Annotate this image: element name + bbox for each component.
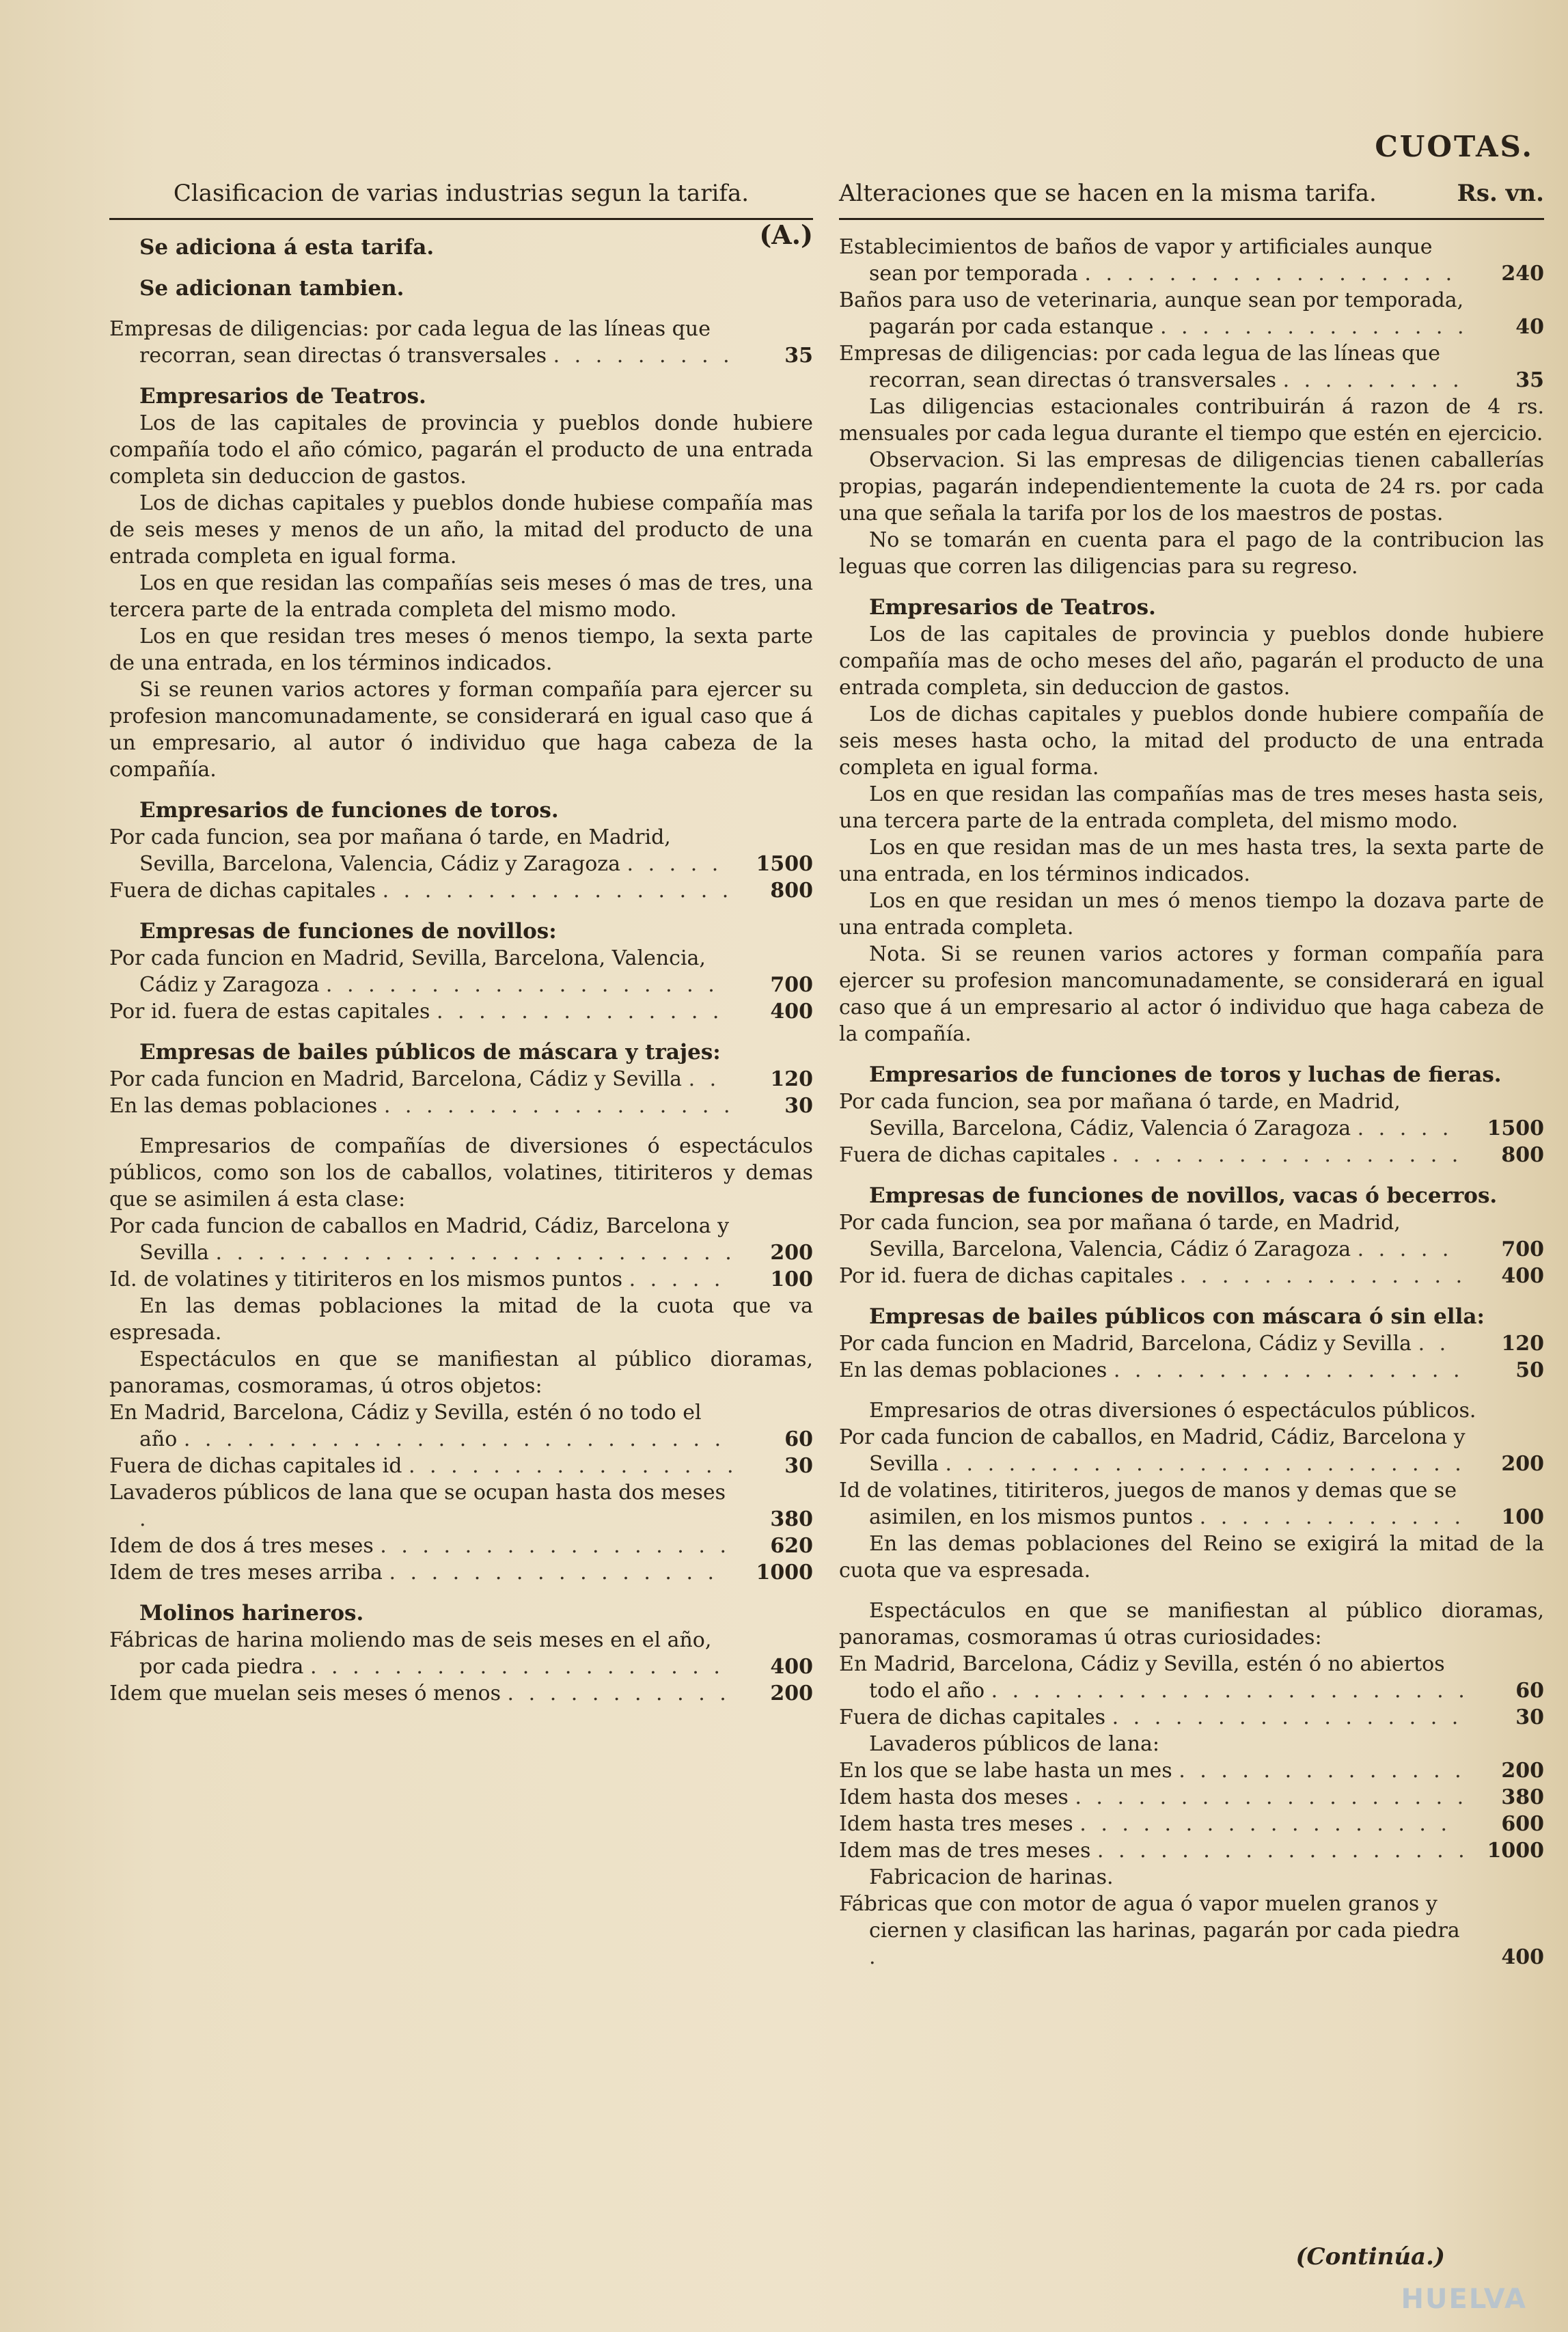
section-heading: Empresarios de funciones de toros. (139, 798, 559, 823)
tariff-item-value: 700 (770, 973, 813, 997)
tariff-item (109, 1627, 813, 1680)
tariff-item (109, 1266, 813, 1293)
tariff-item (839, 1209, 1544, 1263)
tariff-section (109, 797, 813, 904)
tariff-item (109, 1453, 813, 1479)
tariff-item-text: En Madrid, Barcelona, Cádiz y Sevilla, estén ó no abiertos todo el año . . . . . . . . . . . . . . . . . . . . . . . (839, 1652, 1469, 1703)
leader-dots: . . (1418, 1332, 1450, 1356)
paragraph: Las diligencias estacionales contribuirán á razon de 4 rs. mensuales por cada legua durante el tiempo que estén en ejercicio. (839, 395, 1544, 445)
leader-dots: . . . . . . . . . . . . . . . . . (1112, 1705, 1463, 1729)
tariff-section (109, 918, 813, 1025)
tariff-item-text: Por cada funcion, sea por mañana ó tarde, en Madrid, Sevilla, Barcelona, Valencia, Cádiz ó Zaragoza . . . . . (839, 1211, 1453, 1261)
tariff-item-text: Idem hasta tres meses . . . . . . . . . . . . . . . . . . (839, 1812, 1452, 1836)
tariff-item-value: 800 (770, 879, 813, 903)
tariff-item-value: 1000 (756, 1561, 813, 1585)
leader-dots: . . . . . . . . . (1282, 368, 1463, 392)
leader-dots: . . . . . . . . . . . . . . . . (389, 1561, 719, 1585)
section-heading: Empresas de bailes públicos de máscara y trajes: (139, 1040, 721, 1065)
tariff-item-value: 200 (770, 1682, 813, 1705)
paragraph: Los de las capitales de provincia y pueblos donde hubiere compañía mas de ocho meses del año, pagarán el producto de una entrada completa, sin deduccion de gastos. (839, 622, 1544, 700)
tariff-item-value: 60 (784, 1427, 813, 1451)
tariff-item-value: 35 (1515, 368, 1544, 392)
leader-dots: . . . . . . . . . . . . . . . . . (380, 1534, 730, 1558)
tariff-item (839, 340, 1544, 394)
tariff-item-value: 600 (1501, 1812, 1544, 1836)
tariff-item (839, 1784, 1544, 1811)
section-heading: Empresas de bailes públicos con máscara ó sin ella: (869, 1304, 1485, 1329)
tariff-item (109, 945, 813, 998)
tariff-item (839, 1757, 1544, 1784)
tariff-item-text: Por cada funcion de caballos en Madrid, Cádiz, Barcelona y Sevilla . . . . . . . . . . . . . . . . . . . . . . . . . (109, 1214, 736, 1265)
tariff-item-value: 800 (1501, 1143, 1544, 1167)
paragraph: Los en que residan las compañías mas de tres meses hasta seis, una tercera parte de la entrada completa, del mismo modo. (839, 782, 1544, 833)
tariff-section (109, 234, 813, 261)
leader-dots: . . . . . . . . . . . . . . . . . . . (1075, 1785, 1468, 1809)
tariff-item-text: Establecimientos de baños de vapor y artificiales aunque sean por temporada . . . . . . . . . . . . . . . . . . (839, 235, 1457, 286)
tariff-item (109, 1213, 813, 1266)
tariff-item-text: Fábricas que con motor de agua ó vapor muelen granos y ciernen y clasifican las harinas, pagarán por cada piedra . (839, 1892, 1460, 1969)
tariff-item (839, 1263, 1544, 1289)
tariff-item (839, 234, 1544, 287)
tariff-item-value: 400 (770, 1000, 813, 1024)
tariff-item-value: 100 (770, 1267, 813, 1291)
tariff-item-value: 35 (784, 344, 813, 368)
tariff-item-text: Fábricas de harina moliendo mas de seis meses en el año, por cada piedra . . . . . . . . . . . . . . . . . . . . (109, 1628, 724, 1679)
paragraph: Nota. Si se reunen varios actores y forman compañía para ejercer su profesion mancomunadamente, se considerará en igual caso que á un empresario al actor ó individuo que haga cabeza de la compañía. (839, 942, 1544, 1046)
section-heading: Empresas de funciones de novillos, vacas ó becerros. (869, 1183, 1498, 1208)
paragraph: Espectáculos en que se manifiestan al público dioramas, panoramas, cosmoramas, ú otros objetos: (109, 1347, 813, 1398)
tariff-item-value: 60 (1515, 1679, 1544, 1703)
paragraph: Los en que residan tres meses ó menos tiempo, la sexta parte de una entrada, en los términos indicados. (109, 625, 813, 675)
tariff-item (109, 316, 813, 369)
tariff-item (839, 1891, 1544, 1971)
tariff-item (839, 1704, 1544, 1731)
tariff-item-value: 1000 (1487, 1839, 1544, 1863)
paragraph: Espectáculos en que se manifiestan al público dioramas, panoramas, cosmoramas ú otras curiosidades: (839, 1599, 1544, 1649)
paragraph: En las demas poblaciones del Reino se exigirá la mitad de la cuota que va espresada. (839, 1532, 1544, 1582)
tariff-item-value: 30 (1515, 1705, 1544, 1729)
left-column-header (109, 174, 813, 220)
tariff-section (109, 383, 813, 783)
leader-dots: . (869, 1945, 880, 1969)
tariff-item-text: Idem de dos á tres meses . . . . . . . . . . . . . . . . . (109, 1534, 730, 1558)
leader-dots: . . . . . . . . . . . (507, 1682, 730, 1705)
section-heading: Empresarios de funciones de toros y luchas de fieras. (869, 1062, 1502, 1087)
tariff-item-value: 400 (1501, 1945, 1544, 1969)
paragraph: Empresarios de otras diversiones ó espectáculos públicos. (869, 1399, 1476, 1423)
paragraph: Los en que residan las compañías seis meses ó mas de tres, una tercera parte de la entrada completa del mismo modo. (109, 571, 813, 622)
leader-dots: . . . . . . . . . . . . . . . . . . (1079, 1812, 1452, 1836)
tariff-item-text: En Madrid, Barcelona, Cádiz y Sevilla, estén ó no todo el año . . . . . . . . . . . . . . . . . . . . . . . . . . (109, 1401, 726, 1451)
tariff-item-value: 200 (1501, 1759, 1544, 1783)
tariff-item-text: Fuera de dichas capitales . . . . . . . . . . . . . . . . . (839, 1705, 1463, 1729)
tariff-item-text: Idem mas de tres meses . . . . . . . . . . . . . . . . . . (839, 1839, 1469, 1863)
leader-dots: . . . . . . . . . . . . . . . . . . . . (310, 1655, 724, 1679)
archive-stamp: HUELVA (1401, 2283, 1527, 2315)
tariff-item-value: 1500 (1487, 1116, 1544, 1140)
paragraph: Si se reunen varios actores y forman compañía para ejercer su profesion mancomunadamente, se considerará en igual caso que á un empresario, al autor ó individuo que haga cabeza de la compañía. (109, 678, 813, 782)
tariff-section (839, 1303, 1544, 1384)
tariff-item (839, 1142, 1544, 1168)
tariff-item (109, 877, 813, 904)
tariff-section (839, 1061, 1544, 1168)
tariff-item-text: Por cada funcion en Madrid, Sevilla, Barcelona, Valencia, Cádiz y Zaragoza . . . . . . . . . . . . . . . . . . . (109, 946, 719, 997)
tariff-section (839, 594, 1544, 1047)
leader-dots: . . . . . . . . . . . . . . . . . . . . . . . . . (945, 1452, 1466, 1476)
leader-dots: . . . . . . . . . . . . . . . . (408, 1454, 738, 1478)
section-heading: Empresarios de Teatros. (869, 595, 1156, 620)
right-sections (839, 234, 1544, 1971)
tariff-item-value: 240 (1501, 262, 1544, 286)
tariff-item (109, 1533, 813, 1559)
right-column-title: Alteraciones que se hacen en la misma tarifa. (839, 180, 1377, 207)
leader-dots: . . . . . . . . . . . . . . . . . . . . . . . . . (215, 1241, 736, 1265)
tariff-item (839, 1837, 1544, 1864)
section-heading: Se adiciona á esta tarifa. (139, 235, 435, 260)
tariff-item-value: 100 (1501, 1505, 1544, 1529)
leader-dots: . . . . . . . . . . . . . . . . . . . (325, 973, 719, 997)
tariff-section (109, 1039, 813, 1119)
tariff-item-text: Por id. fuera de dichas capitales . . . . . . . . . . . . . . (839, 1264, 1467, 1288)
paragraph: Los de dichas capitales y pueblos donde hubiere compañía de seis meses hasta ocho, la mitad del producto de una entrada completa en igual forma. (839, 702, 1544, 780)
leader-dots: . . . . . . . . . . . . . (1199, 1505, 1466, 1529)
paragraph: Los en que residan un mes ó menos tiempo la dozava parte de una entrada completa. (839, 889, 1544, 939)
tariff-item-text: Por cada funcion en Madrid, Barcelona, Cádiz y Sevilla . . (839, 1332, 1450, 1356)
section-marker: (A.) (759, 219, 813, 250)
tariff-item-text: Lavaderos públicos de lana que se ocupan hasta dos meses . (109, 1481, 726, 1531)
tariff-item (839, 1424, 1544, 1477)
tariff-item (839, 1651, 1544, 1704)
tariff-item (839, 1357, 1544, 1384)
section-heading: Molinos harineros. (139, 1601, 364, 1625)
tariff-item-value: 30 (784, 1454, 813, 1478)
tariff-item-text: Empresas de diligencias: por cada legua de las líneas que recorran, sean directas ó transversales . . . . . . . . . (109, 317, 734, 368)
tariff-item-value: 200 (770, 1241, 813, 1265)
leader-dots: . . . . . . . . . . . . . . (1179, 1264, 1467, 1288)
leader-dots: . . . . . . . . . . . . . . . . . . . . . . . . . . (183, 1427, 726, 1451)
leader-dots: . . . . . . . . . . . . . . (436, 1000, 724, 1024)
quotas-heading: CUOTAS. (1375, 130, 1534, 163)
tariff-section (109, 316, 813, 369)
leader-dots: . . . . . . . . . (553, 344, 734, 368)
tariff-item-text: Por id. fuera de estas capitales . . . . . . . . . . . . . . (109, 1000, 724, 1024)
continued-note: (Continúa.) (1295, 2243, 1445, 2271)
tariff-item-text: Por cada funcion de caballos, en Madrid, Cádiz, Barcelona y Sevilla . . . . . . . . . . . . . . . . . . . . . . . . . (839, 1425, 1466, 1476)
tariff-item-value: 30 (784, 1094, 813, 1118)
tariff-item-text: Id de volatines, titiriteros, juegos de manos y demas que se asimilen, en los mismos puntos . . . . . . . . . . . . . (839, 1479, 1466, 1529)
tariff-item (109, 998, 813, 1025)
paragraph: No se tomarán en cuenta para el pago de la contribucion las leguas que corren las diligencias para su regreso. (839, 528, 1544, 579)
tariff-item-text: Id. de volatines y titiriteros en los mismos puntos . . . . . (109, 1267, 725, 1291)
section-heading: Empresas de funciones de novillos: (139, 919, 557, 944)
tariff-item-value: 40 (1515, 315, 1544, 339)
leader-dots: . . (688, 1067, 721, 1091)
leader-dots: . . . . . . . . . . . . . . . . . . (1084, 262, 1457, 286)
left-column (109, 174, 813, 1720)
tariff-item-text: Fuera de dichas capitales . . . . . . . . . . . . . . . . . (839, 1143, 1463, 1167)
tariff-item (109, 824, 813, 877)
tariff-item-text: En las demas poblaciones . . . . . . . . . . . . . . . . . (109, 1094, 734, 1118)
section-heading: Empresarios de Teatros. (139, 384, 426, 409)
tariff-item (839, 287, 1544, 340)
tariff-item (109, 1559, 813, 1586)
tariff-item (839, 1811, 1544, 1837)
tariff-item-text: Por cada funcion, sea por mañana ó tarde, en Madrid, Sevilla, Barcelona, Cádiz, Valencia ó Zaragoza . . . . . (839, 1090, 1453, 1140)
tariff-section (109, 275, 813, 302)
tariff-item-text: Empresas de diligencias: por cada legua de las líneas que recorran, sean directas ó transversales . . . . . . . . . (839, 342, 1463, 392)
tariff-item-value: 380 (1501, 1785, 1544, 1809)
tariff-item (839, 1477, 1544, 1531)
leader-dots: . (139, 1507, 150, 1531)
tariff-item-text: En los que se labe hasta un mes . . . . . . . . . . . . . . (839, 1759, 1466, 1783)
leader-dots: . . . . . (1357, 1237, 1453, 1261)
leader-dots: . . . . . . . . . . . . . . (1179, 1759, 1466, 1783)
tariff-section (839, 1597, 1544, 1971)
tariff-item-value: 400 (770, 1655, 813, 1679)
tariff-item-text: Fuera de dichas capitales . . . . . . . . . . . . . . . . . (109, 879, 733, 903)
paragraph: Empresarios de compañías de diversiones ó espectáculos públicos, como son los de caballos, volatines, titiriteros y demas que se asimilen á esta clase: (109, 1134, 813, 1211)
leader-dots: . . . . . (627, 852, 723, 876)
tariff-item (109, 1399, 813, 1453)
tariff-item-value: 120 (1501, 1332, 1544, 1356)
tariff-section (109, 1600, 813, 1707)
paragraph: Lavaderos públicos de lana: (869, 1732, 1159, 1756)
tariff-item-text: En las demas poblaciones . . . . . . . . . . . . . . . . . (839, 1358, 1464, 1382)
left-column-title: Clasificacion de varias industrias segun la tarifa. (173, 180, 749, 207)
paragraph: Los en que residan mas de un mes hasta tres, la sexta parte de una entrada, en los términos indicados. (839, 836, 1544, 886)
leader-dots: . . . . . . . . . . . . . . . . . (1113, 1358, 1464, 1382)
tariff-item-value: 200 (1501, 1452, 1544, 1476)
tariff-item (839, 1088, 1544, 1142)
tariff-item-value: 1500 (756, 852, 813, 876)
paragraph: Los de las capitales de provincia y pueblos donde hubiere compañía todo el año cómico, pagarán el producto de una entrada completa sin deduccion de gastos. (109, 411, 813, 489)
right-column (839, 174, 1544, 1984)
leader-dots: . . . . . . . . . . . . . . . . . . . . . . . (991, 1679, 1469, 1703)
paragraph: Observacion. Si las empresas de diligencias tienen caballerías propias, pagarán independientemente la cuota de 24 rs. por cada una que señala la tarifa por los de los maestros de postas. (839, 448, 1544, 525)
tariff-item-value: 50 (1515, 1358, 1544, 1382)
tariff-item-text: Por cada funcion, sea por mañana ó tarde, en Madrid, Sevilla, Barcelona, Valencia, Cádiz y Zaragoza . . . . . (109, 825, 723, 876)
leader-dots: . . . . . (629, 1267, 725, 1291)
tariff-item-value: 120 (770, 1067, 813, 1091)
leader-dots: . . . . . (1357, 1116, 1453, 1140)
tariff-item-text: Baños para uso de veterinaria, aunque sean por temporada, pagarán por cada estanque . . . . . . . . . . . . . . . (839, 288, 1468, 339)
tariff-section (839, 234, 1544, 580)
paragraph: En las demas poblaciones la mitad de la cuota que va espresada. (109, 1294, 813, 1345)
tariff-item-text: Idem que muelan seis meses ó menos . . . . . . . . . . . (109, 1682, 730, 1705)
section-heading: Se adicionan tambien. (139, 276, 404, 301)
tariff-item-value: 620 (770, 1534, 813, 1558)
left-sections (109, 234, 813, 1707)
tariff-item-text: Idem hasta dos meses . . . . . . . . . . . . . . . . . . . (839, 1785, 1468, 1809)
tariff-item-text: Fuera de dichas capitales id . . . . . . . . . . . . . . . . (109, 1454, 738, 1478)
tariff-section (109, 1133, 813, 1586)
leader-dots: . . . . . . . . . . . . . . . (1159, 315, 1468, 339)
paragraph: Fabricacion de harinas. (869, 1865, 1114, 1889)
tariff-section (839, 1182, 1544, 1289)
tariff-item (109, 1066, 813, 1093)
tariff-item (839, 1330, 1544, 1357)
tariff-section (839, 1397, 1544, 1584)
tariff-item-text: Idem de tres meses arriba . . . . . . . . . . . . . . . . (109, 1561, 719, 1585)
tariff-item-value: 400 (1501, 1264, 1544, 1288)
tariff-item (109, 1479, 813, 1533)
leader-dots: . . . . . . . . . . . . . . . . . (382, 879, 733, 903)
right-column-header (839, 174, 1544, 220)
paragraph: Los de dichas capitales y pueblos donde hubiese compañía mas de seis meses y menos de un año, la mitad del producto de una entrada completa en igual forma. (109, 491, 813, 568)
tariff-item-value: 380 (770, 1507, 813, 1531)
tariff-item-value: 700 (1501, 1237, 1544, 1261)
currency-unit: Rs. vn. (1457, 180, 1544, 207)
tariff-item (109, 1093, 813, 1119)
leader-dots: . . . . . . . . . . . . . . . . . . (1097, 1839, 1469, 1863)
leader-dots: . . . . . . . . . . . . . . . . . (1112, 1143, 1463, 1167)
tariff-item-text: Por cada funcion en Madrid, Barcelona, Cádiz y Sevilla . . (109, 1067, 721, 1091)
tariff-item (109, 1680, 813, 1707)
leader-dots: . . . . . . . . . . . . . . . . . (383, 1094, 734, 1118)
